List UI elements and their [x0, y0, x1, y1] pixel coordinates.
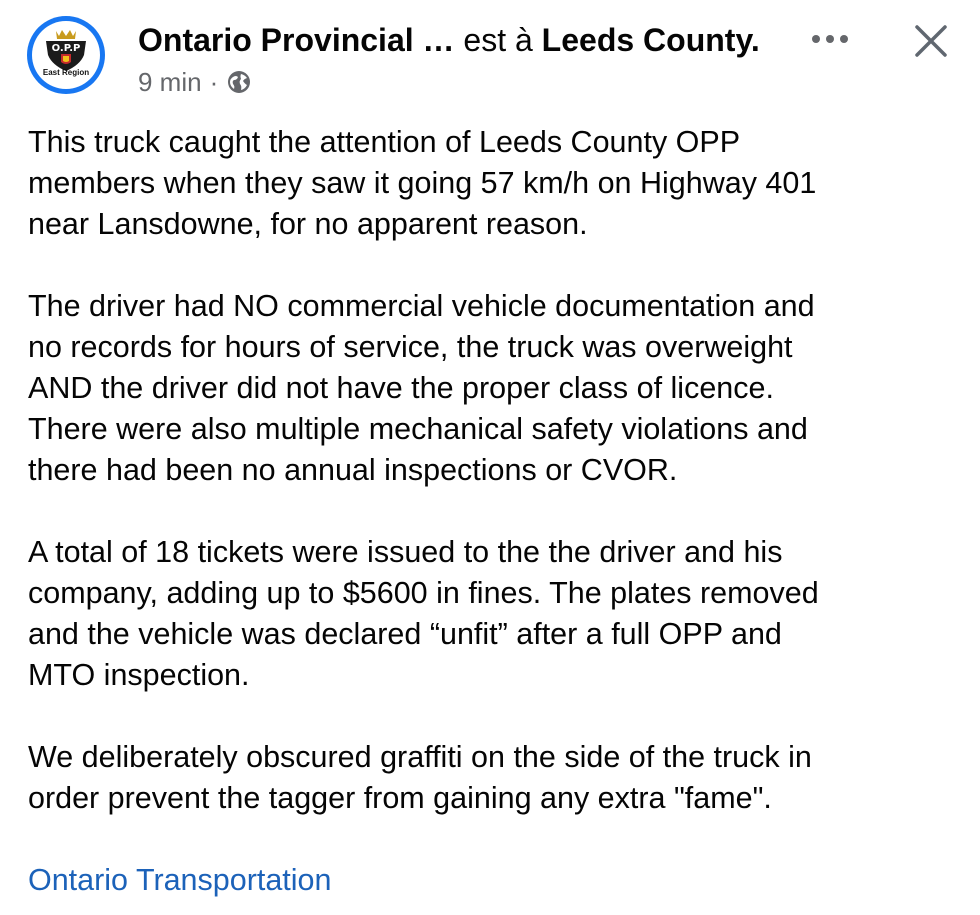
post-text: [28, 122, 968, 901]
post-paragraph-4: We deliberately obscured graffiti on the side of the truck in order prevent the tagger from gaining any extra "fame".: [28, 740, 812, 815]
post-paragraph-1: This truck caught the attention of Leeds County OPP members when they saw it going 57 km/h on Highway 401 near Lansdowne, for no apparent reason.: [28, 125, 817, 241]
opp-crest-icon: [32, 21, 100, 89]
location-prefix: est à: [454, 22, 542, 58]
svg-text:O.P.P: O.P.P: [51, 43, 81, 54]
post-timestamp[interactable]: 9 min: [138, 66, 202, 97]
post-meta: [138, 66, 252, 98]
meta-separator: ·: [209, 66, 219, 97]
author-name-link[interactable]: Ontario Provincial …: [138, 22, 455, 58]
location-link[interactable]: Leeds County.: [541, 22, 760, 58]
more-options-icon: [810, 33, 850, 45]
globe-icon[interactable]: [226, 69, 252, 95]
opp-logo: [32, 21, 100, 89]
close-icon: [914, 24, 948, 58]
post-paragraph-2: The driver had NO commercial vehicle documentation and no records for hours of service, the truck was overweight AND the driver did not have the proper class of licence. There were also multiple mechanical safety violations and there had been no annual inspections or CVOR.: [28, 289, 815, 487]
tagged-page-link[interactable]: Ontario Transportation: [28, 863, 332, 897]
avatar[interactable]: [27, 16, 105, 94]
post-author-line: [138, 19, 760, 61]
avatar-caption: East Region: [42, 68, 90, 77]
close-post-button[interactable]: [908, 18, 954, 64]
more-options-button[interactable]: [808, 22, 852, 56]
post-paragraph-3: A total of 18 tickets were issued to the the driver and his company, adding up to $5600 in fines. The plates removed and the vehicle was declared “unfit” after a full OPP and MTO inspection.: [28, 535, 819, 692]
